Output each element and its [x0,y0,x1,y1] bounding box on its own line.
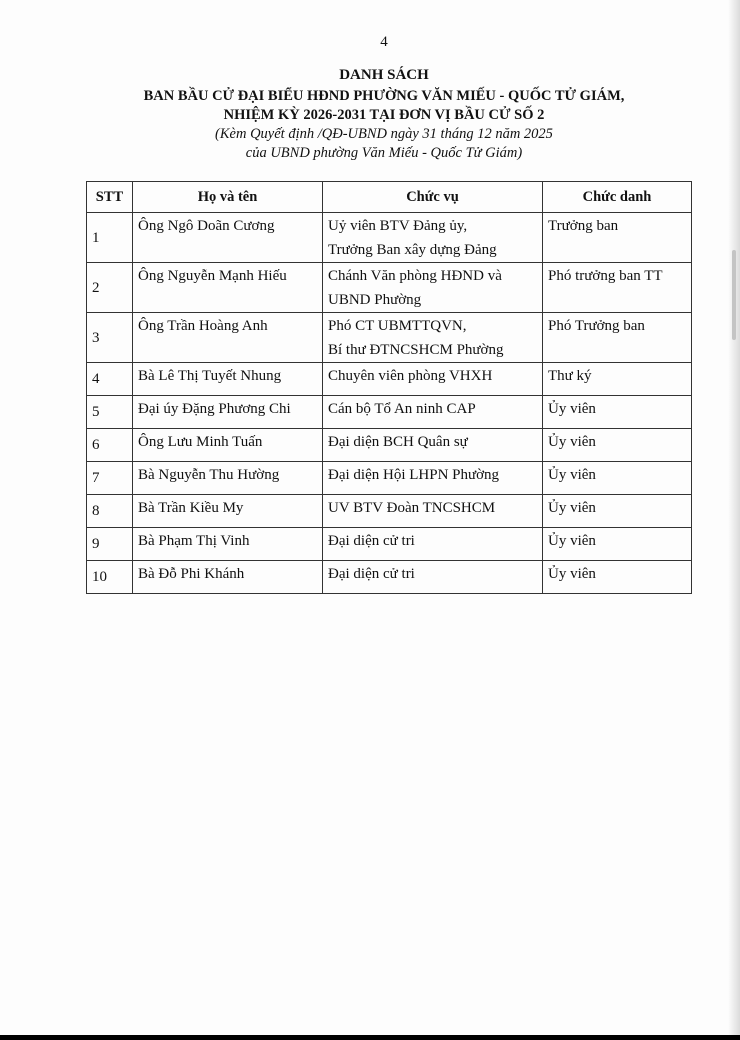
row-role: Ủy viên [543,429,692,462]
row-position [323,263,543,313]
row-position-line: Uỷ viên BTV Đảng ủy, [328,218,468,234]
row-position: UV BTV Đoàn TNCSHCM [323,495,543,528]
row-name: Ông Nguyễn Mạnh Hiếu [133,263,323,313]
row-role: Phó Trưởng ban [543,313,692,363]
row-name: Bà Lê Thị Tuyết Nhung [133,363,323,396]
row-name: Bà Phạm Thị Vinh [133,528,323,561]
row-name: Ông Lưu Minh Tuấn [133,429,323,462]
row-stt: 2 [87,263,133,313]
row-position: Đại diện BCH Quân sự [323,429,543,462]
row-position: Đại diện Hội LHPN Phường [323,462,543,495]
table-row [87,462,692,495]
member-table [86,181,692,594]
row-position-line: UBND Phường [328,292,422,308]
row-name: Bà Trần Kiều My [133,495,323,528]
header-stt: STT [87,182,133,213]
row-position-line: Chánh Văn phòng HĐND và [328,268,502,284]
row-role: Ủy viên [543,528,692,561]
row-stt: 5 [87,396,133,429]
table-row [87,313,692,363]
row-stt: 8 [87,495,133,528]
table-row [87,263,692,313]
row-role: Ủy viên [543,462,692,495]
header-position: Chức vụ [323,182,543,213]
row-position-line: Trưởng Ban xây dựng Đảng [328,242,497,258]
table-row [87,495,692,528]
page-number: 4 [380,34,388,50]
table-row [87,528,692,561]
row-stt: 9 [87,528,133,561]
row-stt: 3 [87,313,133,363]
row-name: Bà Đỗ Phi Khánh [133,561,323,594]
table-header-row [87,182,692,213]
row-stt: 6 [87,429,133,462]
row-stt: 1 [87,213,133,263]
row-position [323,313,543,363]
row-position: Đại diện cử tri [323,528,543,561]
bottom-edge [0,1035,740,1040]
row-position [323,213,543,263]
table-row [87,429,692,462]
table-row [87,396,692,429]
row-stt: 7 [87,462,133,495]
table-row [87,213,692,263]
table-row [87,363,692,396]
header-role: Chức danh [543,182,692,213]
row-name: Ông Trần Hoàng Anh [133,313,323,363]
document-subtitle-line2: NHIỆM KỲ 2026-2031 TẠI ĐƠN VỊ BẦU CỬ SỐ 2 [223,107,545,123]
row-role: Trưởng ban [543,213,692,263]
row-role: Ủy viên [543,396,692,429]
scrollbar-thumb[interactable] [732,250,736,340]
row-name: Bà Nguyễn Thu Hường [133,462,323,495]
row-role: Ủy viên [543,561,692,594]
document-subtitle-line1: BAN BẦU CỬ ĐẠI BIỂU HĐND PHƯỜNG VĂN MIẾU - QUỐC TỬ GIÁM, [143,88,625,104]
row-stt: 10 [87,561,133,594]
table-row [87,561,692,594]
row-role: Thư ký [543,363,692,396]
row-name: Ông Ngô Doãn Cương [133,213,323,263]
row-position-line: Bí thư ĐTNCSHCM Phường [328,342,504,358]
row-position: Cán bộ Tổ An ninh CAP [323,396,543,429]
row-role: Ủy viên [543,495,692,528]
decision-reference-line1: (Kèm Quyết định /QĐ-UBND ngày 31 tháng 12 năm 2025 [215,126,553,142]
row-position: Chuyên viên phòng VHXH [323,363,543,396]
row-position: Đại diện cử tri [323,561,543,594]
row-stt: 4 [87,363,133,396]
row-name: Đại úy Đặng Phương Chi [133,396,323,429]
row-position-line: Phó CT UBMTTQVN, [328,318,467,334]
decision-reference-line2: của UBND phường Văn Miếu - Quốc Tử Giám) [245,145,523,161]
document-title: DANH SÁCH [339,67,429,83]
row-role: Phó trưởng ban TT [543,263,692,313]
header-name: Họ và tên [133,182,323,213]
